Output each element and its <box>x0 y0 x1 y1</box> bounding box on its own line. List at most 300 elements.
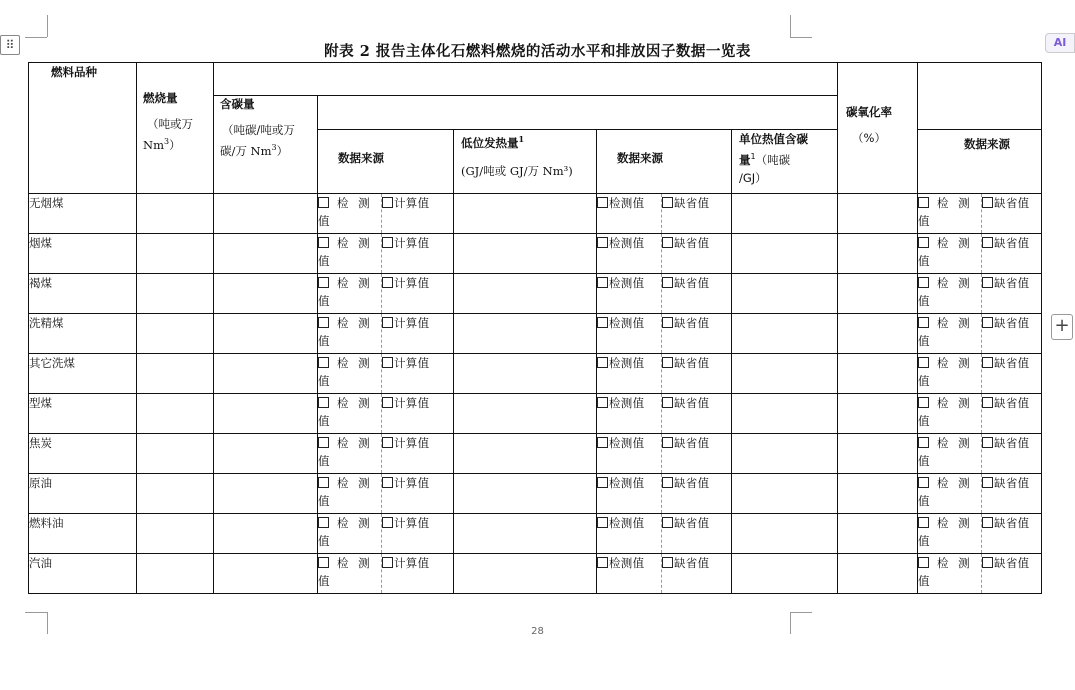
fuel-name-cell <box>29 354 137 394</box>
measured-checkbox-icon[interactable] <box>597 277 608 288</box>
fuel-name: 汽油 <box>29 556 52 570</box>
option-measured-label: 检测值 <box>609 556 645 570</box>
measured-checkbox-icon[interactable] <box>597 557 608 568</box>
source-1-measured-cell <box>318 194 382 234</box>
cc-per-heat-cell[interactable] <box>732 394 838 434</box>
option-default-label: 缺省值 <box>674 196 710 210</box>
source-3-default-cell <box>982 314 1042 354</box>
carbon-unit-line2: 碳/万 Nm <box>220 143 272 158</box>
default-checkbox-icon[interactable] <box>982 317 993 328</box>
option-measured-label-a: 检 测 <box>337 396 373 410</box>
measured-checkbox-icon[interactable] <box>597 437 608 448</box>
option-measured-label: 检测值 <box>609 276 645 290</box>
ncv-cell[interactable] <box>454 474 597 514</box>
option-measured-label-a: 检 测 <box>337 476 373 490</box>
header-fuel-type-label: 燃料品种 <box>51 65 97 79</box>
source-3-default-cell <box>982 194 1042 234</box>
measured-checkbox-icon[interactable] <box>918 277 929 288</box>
carbon-content-cell[interactable] <box>214 194 318 234</box>
calculated-checkbox-icon[interactable] <box>382 397 393 408</box>
option-calculated-label: 计算值 <box>394 436 430 450</box>
source-1-calculated-cell <box>382 314 454 354</box>
option-default-label: 缺省值 <box>994 236 1030 250</box>
consumption-cell[interactable] <box>137 274 214 314</box>
source-2-measured-cell <box>597 554 662 594</box>
ncv-cell[interactable] <box>454 394 597 434</box>
header-oxidation-label: 碳氧化率 <box>846 105 893 119</box>
fuel-name: 燃料油 <box>29 516 64 530</box>
measured-checkbox-icon[interactable] <box>318 317 329 328</box>
measured-checkbox-icon[interactable] <box>318 397 329 408</box>
header-consumption-label: 燃烧量 <box>143 91 178 105</box>
option-measured-label-a: 检 测 <box>937 556 973 570</box>
oxidation-rate-cell[interactable] <box>838 194 918 234</box>
measured-checkbox-icon[interactable] <box>318 197 329 208</box>
consumption-cell[interactable] <box>137 354 214 394</box>
carbon-content-cell[interactable] <box>214 514 318 554</box>
option-default-label: 缺省值 <box>994 516 1030 530</box>
consumption-unit-line1: （吨或万 <box>147 117 193 131</box>
header-carbon-label: 含碳量 <box>220 97 255 111</box>
option-measured-label-a: 检 测 <box>337 276 373 290</box>
source-2-default-cell <box>662 434 732 474</box>
source-1-calculated-cell <box>382 434 454 474</box>
header-ncv-sup: 1 <box>518 134 525 144</box>
fuel-name: 烟煤 <box>29 236 52 250</box>
source-3-default-cell <box>982 234 1042 274</box>
measured-checkbox-icon[interactable] <box>318 277 329 288</box>
oxidation-rate-cell[interactable] <box>838 314 918 354</box>
oxidation-rate-cell[interactable] <box>838 434 918 474</box>
option-measured-label-a: 检 测 <box>937 516 973 530</box>
default-checkbox-icon[interactable] <box>982 237 993 248</box>
option-measured-label-b: 值 <box>318 534 330 548</box>
option-measured-label-a: 检 测 <box>937 236 973 250</box>
option-default-label: 缺省值 <box>674 316 710 330</box>
option-measured-label-a: 检 测 <box>937 196 973 210</box>
measured-checkbox-icon[interactable] <box>918 437 929 448</box>
measured-checkbox-icon[interactable] <box>318 237 329 248</box>
option-calculated-label: 计算值 <box>394 476 430 490</box>
option-measured-label-a: 检 测 <box>937 396 973 410</box>
carbon-content-cell[interactable] <box>214 474 318 514</box>
table-row <box>29 434 1042 474</box>
source-2-default-cell <box>662 194 732 234</box>
source-3-measured-cell <box>918 394 982 434</box>
table-title: 附表 2 报告主体化石燃料燃烧的活动水平和排放因子数据一览表 <box>324 43 751 60</box>
header-data-source-3-label: 数据来源 <box>964 137 1011 151</box>
crop-mark-bottom-right-h <box>790 612 812 613</box>
cc-per-heat-cell[interactable] <box>732 514 838 554</box>
cc-per-heat-cell[interactable] <box>732 434 838 474</box>
consumption-cell[interactable] <box>137 554 214 594</box>
option-calculated-label: 计算值 <box>394 196 430 210</box>
ncv-cell[interactable] <box>454 234 597 274</box>
ncv-cell[interactable] <box>454 274 597 314</box>
carbon-content-cell[interactable] <box>214 434 318 474</box>
carbon-unit-sup: 3 <box>271 143 277 152</box>
fuel-name-cell <box>29 234 137 274</box>
option-measured-label: 检测值 <box>609 396 645 410</box>
fuel-name-cell <box>29 274 137 314</box>
fuel-name: 焦炭 <box>29 436 52 450</box>
option-measured-label-b: 值 <box>918 574 930 588</box>
header-data-source-1-label: 数据来源 <box>338 151 384 165</box>
option-default-label: 缺省值 <box>674 356 710 370</box>
measured-checkbox-icon[interactable] <box>918 197 929 208</box>
option-measured-label-b: 值 <box>318 214 330 228</box>
option-measured-label-a: 检 测 <box>337 516 373 530</box>
measured-checkbox-icon[interactable] <box>918 237 929 248</box>
measured-checkbox-icon[interactable] <box>597 317 608 328</box>
header-ncv-label: 低位发热量 <box>461 135 519 150</box>
consumption-unit-sup: 3 <box>163 137 170 146</box>
option-default-label: 缺省值 <box>994 556 1030 570</box>
source-2-default-cell <box>662 474 732 514</box>
source-1-measured-cell <box>318 234 382 274</box>
option-measured-label-a: 检 测 <box>337 236 373 250</box>
option-measured-label-a: 检 测 <box>337 356 373 370</box>
consumption-cell[interactable] <box>137 434 214 474</box>
table-row <box>29 514 1042 554</box>
header-top-blank <box>214 63 838 96</box>
table-row <box>29 194 1042 234</box>
header-carbon-content <box>214 96 318 194</box>
source-2-default-cell <box>662 274 732 314</box>
source-1-measured-cell <box>318 474 382 514</box>
header-right-blank <box>918 63 1042 130</box>
carbon-content-cell[interactable] <box>214 314 318 354</box>
option-default-label: 缺省值 <box>674 556 710 570</box>
option-calculated-label: 计算值 <box>394 516 430 530</box>
measured-checkbox-icon[interactable] <box>918 477 929 488</box>
option-calculated-label: 计算值 <box>394 236 430 250</box>
source-2-default-cell <box>662 394 732 434</box>
source-2-measured-cell <box>597 354 662 394</box>
source-1-measured-cell <box>318 394 382 434</box>
oxidation-rate-cell[interactable] <box>838 354 918 394</box>
option-measured-label-b: 值 <box>318 494 330 508</box>
measured-checkbox-icon[interactable] <box>318 557 329 568</box>
table-row <box>29 314 1042 354</box>
option-calculated-label: 计算值 <box>394 396 430 410</box>
source-1-calculated-cell <box>382 354 454 394</box>
source-2-measured-cell <box>597 394 662 434</box>
consumption-cell[interactable] <box>137 194 214 234</box>
measured-checkbox-icon[interactable] <box>318 437 329 448</box>
option-measured-label-b: 值 <box>918 414 930 428</box>
carbon-content-cell[interactable] <box>214 234 318 274</box>
default-checkbox-icon[interactable] <box>662 557 673 568</box>
header-cc-per-heat-unit-2: /GJ） <box>739 170 767 185</box>
source-2-default-cell <box>662 234 732 274</box>
measured-checkbox-icon[interactable] <box>597 237 608 248</box>
source-2-default-cell <box>662 514 732 554</box>
measured-checkbox-icon[interactable] <box>918 517 929 528</box>
option-calculated-label: 计算值 <box>394 316 430 330</box>
option-measured-label: 检测值 <box>609 356 645 370</box>
header-fuel-type <box>29 63 137 194</box>
measured-checkbox-icon[interactable] <box>918 317 929 328</box>
calculated-checkbox-icon[interactable] <box>382 237 393 248</box>
header-cc-per-heat-sup: 1 <box>750 152 756 161</box>
header-cc-per-heat-unit-1: （吨碳 <box>755 152 791 167</box>
source-3-measured-cell <box>918 554 982 594</box>
option-default-label: 缺省值 <box>994 436 1030 450</box>
option-default-label: 缺省值 <box>674 476 710 490</box>
header-ncv <box>454 130 597 194</box>
default-checkbox-icon[interactable] <box>982 557 993 568</box>
source-1-measured-cell <box>318 274 382 314</box>
option-measured-label-b: 值 <box>318 334 330 348</box>
default-checkbox-icon[interactable] <box>982 397 993 408</box>
carbon-content-cell[interactable] <box>214 394 318 434</box>
option-default-label: 缺省值 <box>674 516 710 530</box>
default-checkbox-icon[interactable] <box>662 197 673 208</box>
ai-assistant-button[interactable]: AI <box>1045 33 1075 53</box>
option-measured-label: 检测值 <box>609 196 645 210</box>
source-3-default-cell <box>982 434 1042 474</box>
carbon-content-cell[interactable] <box>214 274 318 314</box>
measured-checkbox-icon[interactable] <box>318 517 329 528</box>
option-calculated-label: 计算值 <box>394 556 430 570</box>
source-1-measured-cell <box>318 354 382 394</box>
option-default-label: 缺省值 <box>674 396 710 410</box>
consumption-cell[interactable] <box>137 514 214 554</box>
source-2-measured-cell <box>597 274 662 314</box>
carbon-content-cell[interactable] <box>214 354 318 394</box>
option-default-label: 缺省值 <box>994 316 1030 330</box>
option-measured-label-b: 值 <box>918 254 930 268</box>
consumption-cell[interactable] <box>137 314 214 354</box>
calculated-checkbox-icon[interactable] <box>382 517 393 528</box>
default-checkbox-icon[interactable] <box>662 357 673 368</box>
calculated-checkbox-icon[interactable] <box>382 277 393 288</box>
default-checkbox-icon[interactable] <box>662 477 673 488</box>
option-measured-label: 检测值 <box>609 436 645 450</box>
cc-per-heat-cell[interactable] <box>732 554 838 594</box>
oxidation-rate-cell[interactable] <box>838 474 918 514</box>
block-drag-handle-icon[interactable]: ⠿ <box>0 35 20 55</box>
option-default-label: 缺省值 <box>994 196 1030 210</box>
ncv-cell[interactable] <box>454 354 597 394</box>
default-checkbox-icon[interactable] <box>982 517 993 528</box>
source-3-measured-cell <box>918 234 982 274</box>
consumption-cell[interactable] <box>137 394 214 434</box>
option-measured-label-b: 值 <box>318 414 330 428</box>
cc-per-heat-cell[interactable] <box>732 354 838 394</box>
option-measured-label-b: 值 <box>918 294 930 308</box>
table-row <box>29 234 1042 274</box>
option-measured-label-b: 值 <box>318 294 330 308</box>
source-1-calculated-cell <box>382 554 454 594</box>
measured-checkbox-icon[interactable] <box>318 357 329 368</box>
option-measured-label-b: 值 <box>318 454 330 468</box>
calculated-checkbox-icon[interactable] <box>382 437 393 448</box>
header-ncv-unit: (GJ/吨或 GJ/万 Nm³) <box>461 163 573 178</box>
source-3-default-cell <box>982 354 1042 394</box>
consumption-unit-close: ） <box>169 137 181 152</box>
header-cc-per-heat-label-2: 量 <box>739 152 751 167</box>
source-2-measured-cell <box>597 474 662 514</box>
consumption-cell[interactable] <box>137 474 214 514</box>
option-measured-label-b: 值 <box>918 374 930 388</box>
cc-per-heat-cell[interactable] <box>732 474 838 514</box>
option-measured-label-a: 检 测 <box>337 196 373 210</box>
option-measured-label-a: 检 测 <box>937 276 973 290</box>
oxidation-rate-cell[interactable] <box>838 394 918 434</box>
calculated-checkbox-icon[interactable] <box>382 197 393 208</box>
measured-checkbox-icon[interactable] <box>918 357 929 368</box>
header-oxidation-rate <box>838 63 918 194</box>
source-1-calculated-cell <box>382 274 454 314</box>
oxidation-rate-cell[interactable] <box>838 514 918 554</box>
option-measured-label: 检测值 <box>609 316 645 330</box>
calculated-checkbox-icon[interactable] <box>382 357 393 368</box>
option-measured-label-a: 检 测 <box>337 436 373 450</box>
option-default-label: 缺省值 <box>674 276 710 290</box>
default-checkbox-icon[interactable] <box>662 317 673 328</box>
default-checkbox-icon[interactable] <box>982 357 993 368</box>
option-measured-label-b: 值 <box>918 334 930 348</box>
calculated-checkbox-icon[interactable] <box>382 557 393 568</box>
calculated-checkbox-icon[interactable] <box>382 477 393 488</box>
option-measured-label-a: 检 测 <box>937 356 973 370</box>
default-checkbox-icon[interactable] <box>662 237 673 248</box>
default-checkbox-icon[interactable] <box>662 517 673 528</box>
source-2-measured-cell <box>597 314 662 354</box>
header-oxidation-unit: （%） <box>852 131 886 145</box>
carbon-content-cell[interactable] <box>214 554 318 594</box>
ncv-cell[interactable] <box>454 554 597 594</box>
source-3-measured-cell <box>918 434 982 474</box>
ncv-cell[interactable] <box>454 434 597 474</box>
default-checkbox-icon[interactable] <box>982 477 993 488</box>
measured-checkbox-icon[interactable] <box>597 517 608 528</box>
header-data-source-2 <box>597 130 732 194</box>
header-consumption <box>137 63 214 194</box>
option-measured-label-a: 检 测 <box>937 436 973 450</box>
source-3-default-cell <box>982 394 1042 434</box>
default-checkbox-icon[interactable] <box>982 277 993 288</box>
source-3-measured-cell <box>918 274 982 314</box>
carbon-unit-close: ） <box>276 143 289 158</box>
header-data-source-2-label: 数据来源 <box>617 151 663 165</box>
cc-per-heat-cell[interactable] <box>732 194 838 234</box>
source-3-default-cell <box>982 554 1042 594</box>
crop-mark-top-right-v <box>790 15 791 37</box>
option-measured-label-b: 值 <box>318 374 330 388</box>
source-1-calculated-cell <box>382 234 454 274</box>
option-measured-label-b: 值 <box>318 574 330 588</box>
add-block-button[interactable]: + <box>1051 314 1073 340</box>
fuel-name: 原油 <box>29 476 52 490</box>
table-row <box>29 354 1042 394</box>
header-cc-per-heat <box>732 130 838 194</box>
consumption-unit-nm: Nm <box>143 137 164 152</box>
ncv-cell[interactable] <box>454 194 597 234</box>
table-row <box>29 474 1042 514</box>
consumption-cell[interactable] <box>137 234 214 274</box>
option-calculated-label: 计算值 <box>394 356 430 370</box>
calculated-checkbox-icon[interactable] <box>382 317 393 328</box>
oxidation-rate-cell[interactable] <box>838 234 918 274</box>
option-measured-label-b: 值 <box>918 534 930 548</box>
source-2-default-cell <box>662 354 732 394</box>
ncv-cell[interactable] <box>454 514 597 554</box>
fuel-name-cell <box>29 394 137 434</box>
source-2-measured-cell <box>597 434 662 474</box>
measured-checkbox-icon[interactable] <box>918 397 929 408</box>
default-checkbox-icon[interactable] <box>662 397 673 408</box>
measured-checkbox-icon[interactable] <box>318 477 329 488</box>
source-3-default-cell <box>982 514 1042 554</box>
crop-mark-top-left-h <box>25 37 47 38</box>
option-default-label: 缺省值 <box>994 396 1030 410</box>
source-2-measured-cell <box>597 194 662 234</box>
fuel-name-cell <box>29 554 137 594</box>
header-mid-blank <box>318 96 838 130</box>
carbon-unit-line1: （吨碳/吨或万 <box>222 123 295 137</box>
default-checkbox-icon[interactable] <box>982 437 993 448</box>
option-measured-label: 检测值 <box>609 516 645 530</box>
source-1-calculated-cell <box>382 514 454 554</box>
source-3-measured-cell <box>918 314 982 354</box>
measured-checkbox-icon[interactable] <box>597 357 608 368</box>
default-checkbox-icon[interactable] <box>662 437 673 448</box>
crop-mark-top-left-v <box>47 15 48 37</box>
fuel-name-cell <box>29 474 137 514</box>
cc-per-heat-cell[interactable] <box>732 314 838 354</box>
source-3-measured-cell <box>918 354 982 394</box>
source-1-calculated-cell <box>382 394 454 434</box>
default-checkbox-icon[interactable] <box>662 277 673 288</box>
oxidation-rate-cell[interactable] <box>838 274 918 314</box>
fuel-name-cell <box>29 314 137 354</box>
measured-checkbox-icon[interactable] <box>918 557 929 568</box>
option-measured-label: 检测值 <box>609 476 645 490</box>
measured-checkbox-icon[interactable] <box>597 397 608 408</box>
source-3-measured-cell <box>918 474 982 514</box>
table-row <box>29 274 1042 314</box>
option-measured-label-a: 检 测 <box>337 316 373 330</box>
ncv-cell[interactable] <box>454 314 597 354</box>
measured-checkbox-icon[interactable] <box>597 477 608 488</box>
fuel-name: 其它洗煤 <box>29 356 75 370</box>
option-default-label: 缺省值 <box>994 276 1030 290</box>
option-measured-label-b: 值 <box>918 214 930 228</box>
oxidation-rate-cell[interactable] <box>838 554 918 594</box>
source-2-default-cell <box>662 314 732 354</box>
table-row <box>29 394 1042 434</box>
option-measured-label-b: 值 <box>918 454 930 468</box>
option-calculated-label: 计算值 <box>394 276 430 290</box>
source-1-measured-cell <box>318 554 382 594</box>
measured-checkbox-icon[interactable] <box>597 197 608 208</box>
default-checkbox-icon[interactable] <box>982 197 993 208</box>
source-1-measured-cell <box>318 434 382 474</box>
source-3-default-cell <box>982 274 1042 314</box>
source-3-default-cell <box>982 474 1042 514</box>
option-measured-label: 检测值 <box>609 236 645 250</box>
source-3-measured-cell <box>918 514 982 554</box>
fuel-name: 无烟煤 <box>29 196 64 210</box>
source-1-measured-cell <box>318 514 382 554</box>
option-measured-label-b: 值 <box>918 494 930 508</box>
cc-per-heat-cell[interactable] <box>732 274 838 314</box>
fuel-name: 褐煤 <box>29 276 52 290</box>
cc-per-heat-cell[interactable] <box>732 234 838 274</box>
